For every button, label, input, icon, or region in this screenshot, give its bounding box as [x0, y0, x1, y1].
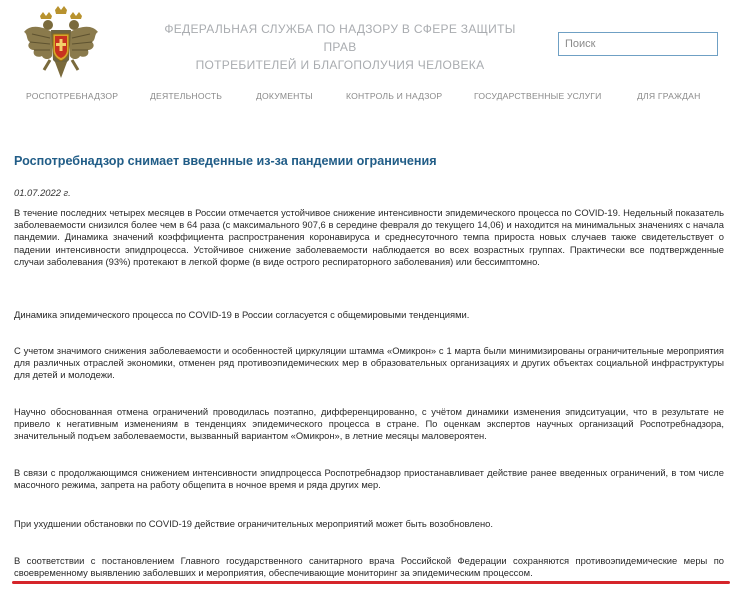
double-headed-eagle-emblem-icon — [22, 4, 100, 86]
nav-item-rospotrebnadzor[interactable]: РОСПОТРЕБНАДЗОР — [26, 91, 119, 101]
agency-name — [150, 20, 530, 74]
article-title: Роспотребнадзор снимает введенные из-за пандемии ограничения — [14, 154, 437, 168]
article-paragraph-7: В соответствии с постановлением Главного государственного санитарного врача Российской Федерации сохраняются противоэпидемические меры по своевременному выявлению заболевших и мероприятия, обеспечивающие мониторинг за эпидемическим процессом. — [14, 555, 724, 579]
agency-name-line2: ПОТРЕБИТЕЛЕЙ И БЛАГОПОЛУЧИЯ ЧЕЛОВЕКА — [195, 58, 485, 72]
article-paragraph-6: При ухудшении обстановки по COVID-19 действие ограничительных мероприятий может быть возобновлено. — [14, 518, 493, 529]
main-navigation — [0, 91, 756, 105]
nav-item-control-supervision[interactable]: КОНТРОЛЬ И НАДЗОР — [346, 91, 443, 101]
site-header — [0, 0, 756, 90]
article-paragraph-4: Научно обоснованная отмена ограничений проводилась поэтапно, дифференцированно, с учётом динамики изменения эпидситуации, что в результате не привело к негативным изменениям в тенденциях эпидемического процесса в стране. По оценкам экспертов научных организаций Роспотребнадзора, значительный подъем заболеваемости, вызванный вариантом «Омикрон», в летние месяцы маловероятен. — [14, 406, 724, 442]
article-paragraph-3: С учетом значимого снижения заболеваемости и особенностей циркуляции штамма «Омикрон» с 1 марта были минимизированы ограничительные мероприятия для различных отраслей экономики, отменен ряд противоэпидемических мер в образовательных организациях и других объектах социальной инфраструктуры для детей и молодежи. — [14, 345, 724, 381]
nav-item-public-services[interactable]: ГОСУДАРСТВЕННЫЕ УСЛУГИ — [474, 91, 602, 101]
search-input[interactable] — [558, 32, 718, 56]
red-underline-annotation — [12, 581, 730, 584]
article-paragraph-2: Динамика эпидемического процесса по COVID-19 в России согласуется с общемировыми тенденциями. — [14, 309, 470, 320]
article-date: 01.07.2022 г. — [14, 187, 71, 198]
nav-item-activity[interactable]: ДЕЯТЕЛЬНОСТЬ — [150, 91, 223, 101]
article-paragraph-1: В течение последних четырех месяцев в России отмечается устойчивое снижение интенсивности эпидемического процесса по COVID-19. Недельный показатель заболеваемости снизился более чем в 64 раза (с максимального 907,6 в середине февраля до текущего 14,06) и находится на минимальных значениях с начала пандемии. Динамика значений коэффициента распространения коронавируса и среднесуточного темпа прироста новых случаев также свидетельствует о падении интенсивности эпидпроцесса. Устойчивое снижение заболеваемости наблюдается во всех возрастных группах. Практически все подтвержденные случаи заболевания (93%) протекают в легкой форме (в виде острого респираторного заболевания) или бессимптомно. — [14, 207, 724, 267]
nav-item-for-citizens[interactable]: ДЛЯ ГРАЖДАН — [637, 91, 701, 101]
agency-name-line1: ФЕДЕРАЛЬНАЯ СЛУЖБА ПО НАДЗОРУ В СФЕРЕ ЗАЩИТЫ ПРАВ — [164, 22, 516, 54]
article-paragraph-5: В связи с продолжающимся снижением интенсивности эпидпроцесса Роспотребнадзор приостанавливает действие ранее введенных ограничений, в том числе масочного режима, запрета на работу общепита в ночное время и ряда других мер. — [14, 467, 724, 491]
nav-item-documents[interactable]: ДОКУМЕНТЫ — [256, 91, 313, 101]
